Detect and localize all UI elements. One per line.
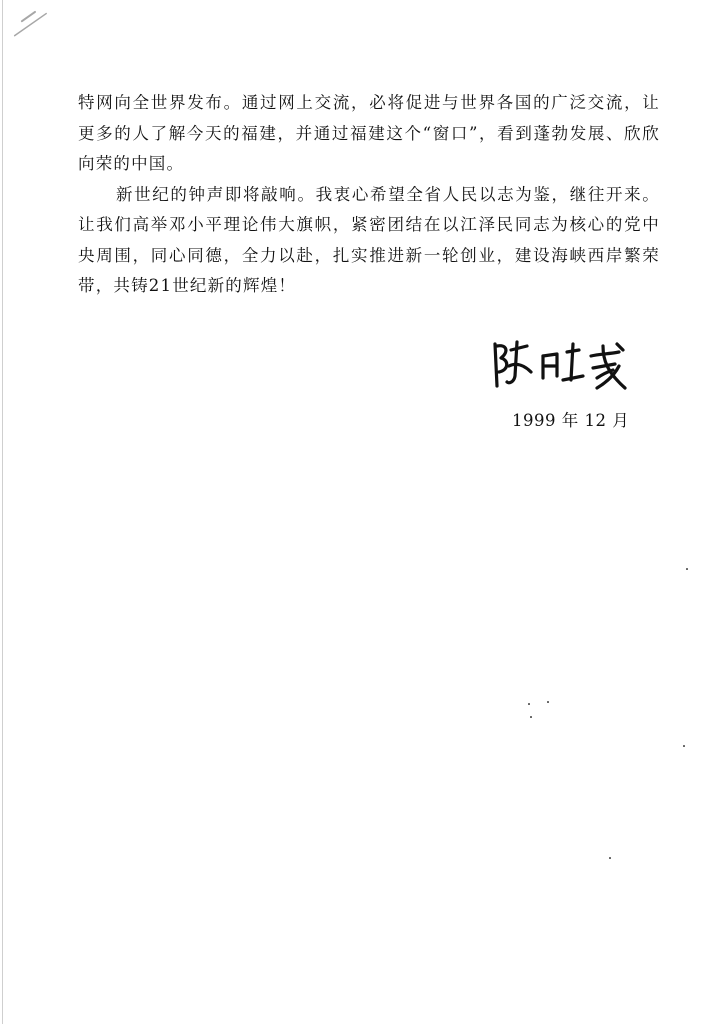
letter-date: 1999 年 12 月 [512,411,630,430]
corner-watermark-stamp [2,4,58,44]
paragraph-2: 新世纪的钟声即将敲响。我衷心希望全省人民以志为鉴，继往开来。让我们高举邓小平理论伟大旗帜，紧密团结在以江泽民同志为核心的党中央周围，同心同德，全力以赴，扎实推进新一轮创业，建设海峡西岸繁荣带，共铸21世纪新的辉煌！ [78,184,660,295]
scan-speck [683,745,685,747]
scan-speck [609,857,611,859]
handwritten-signature [487,336,637,396]
scan-speck [547,701,549,703]
scan-speck [530,716,532,718]
page-left-edge-line [2,0,3,1024]
paragraph-1: 特网向全世界发布。通过网上交流，必将促进与世界各国的广泛交流，让更多的人了解今天的福建，并通过福建这个“窗口”，看到蓬勃发展、欣欣向荣的中国。 [78,93,660,173]
scan-speck [528,703,530,705]
scan-speck [686,568,688,570]
letter-body [78,88,660,302]
